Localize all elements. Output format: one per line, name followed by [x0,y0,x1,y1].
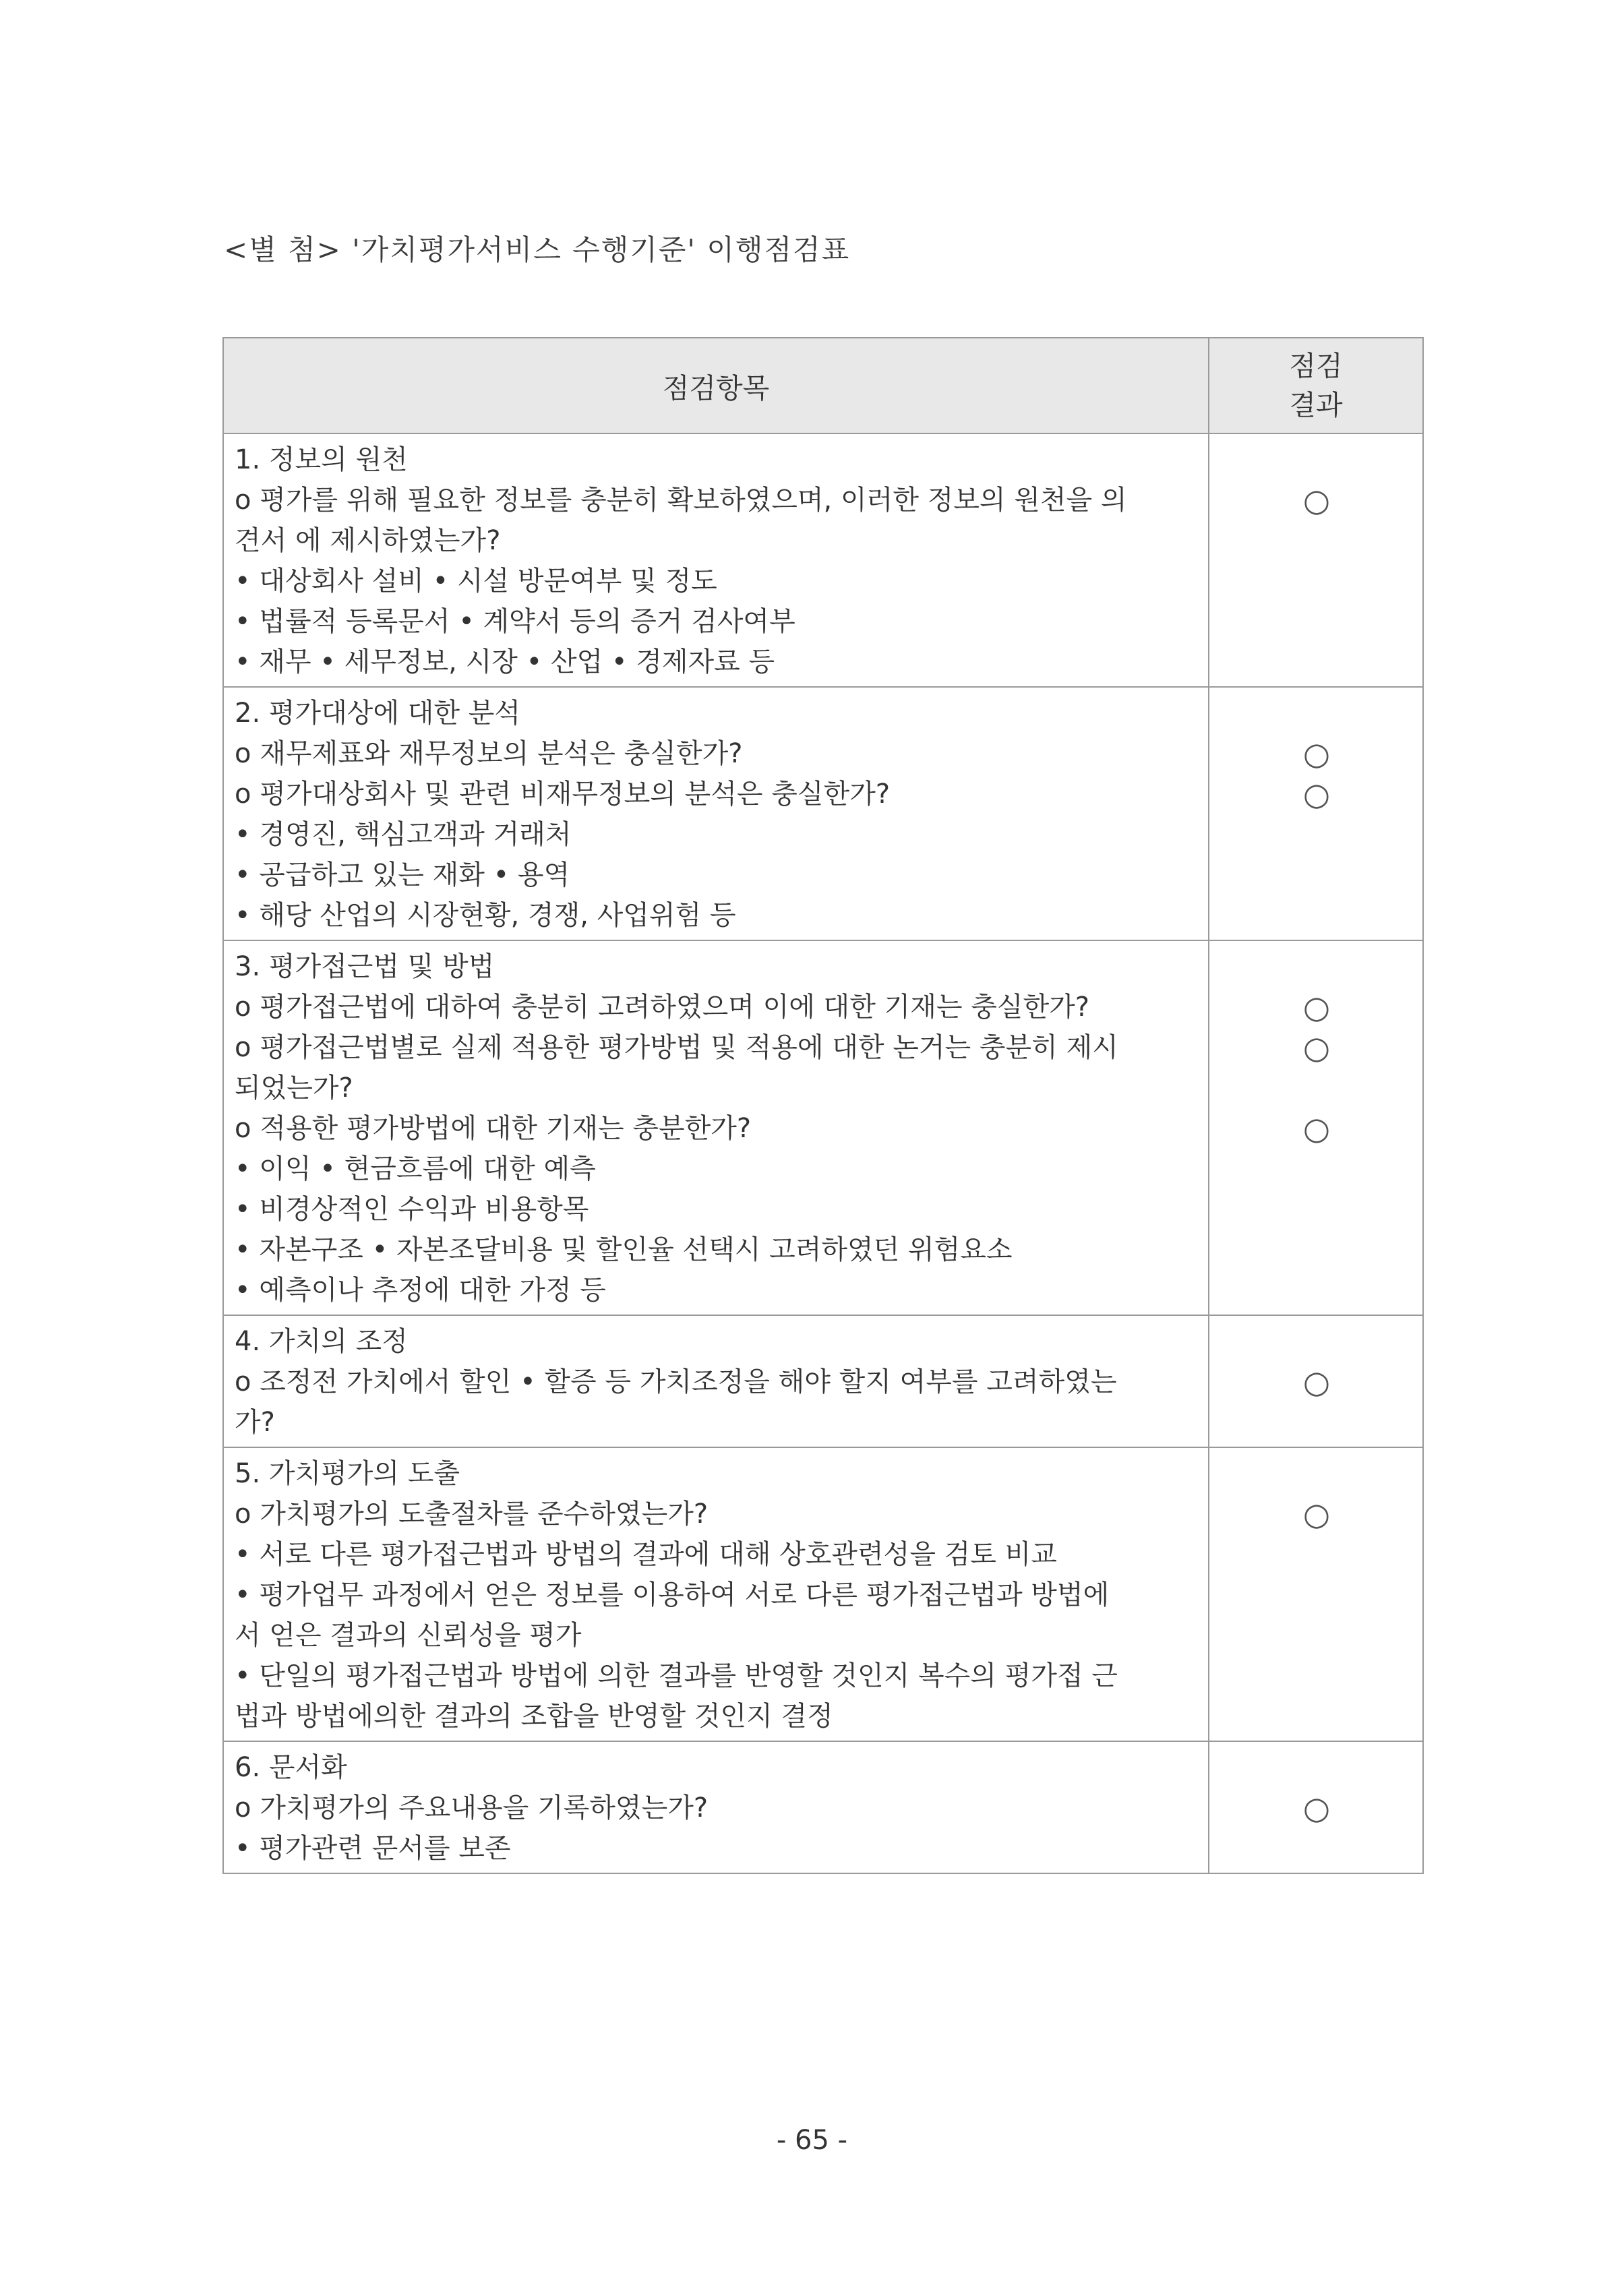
bullet-item: • 평가업무 과정에서 얻은 정보를 이용하여 서로 다른 평가접근법과 방법에 [235,1579,1110,1610]
header-result-line1: 점검 [1289,350,1343,382]
section-5-heading: 5. 가치평가의 도출 [235,1458,460,1489]
section-5-result [1209,1447,1423,1741]
table-row-section-5 [223,1447,1423,1741]
section-4-items [223,1315,1209,1447]
bullet-item: • 해당 산업의 시장현황, 경쟁, 사업위험 등 [235,900,736,931]
check-question: 견서 에 제시하였는가? [235,525,501,556]
check-mark-icon: ○ [1302,1496,1331,1532]
table-row-section-1 [223,433,1423,687]
section-2-result [1209,687,1423,940]
section-1-heading: 1. 정보의 원천 [235,444,408,475]
header-check-items: 점검항목 [223,338,1209,433]
section-1-result [1209,433,1423,687]
table-row-section-2 [223,687,1423,940]
bullet-item: • 공급하고 있는 재화 • 용역 [235,859,570,891]
check-question: 되었는가? [235,1073,353,1104]
section-1-items [223,433,1209,687]
check-mark-icon: ○ [1302,1364,1331,1400]
check-question: o 재무제표와 재무정보의 분석은 충실한가? [235,738,743,769]
check-question: o 가치평가의 주요내용을 기록하였는가? [235,1792,709,1823]
bullet-item: • 자본구조 • 자본조달비용 및 할인율 선택시 고려하였던 위험요소 [235,1234,1013,1265]
section-3-items [223,940,1209,1315]
check-question: 가? [235,1407,275,1438]
check-mark-icon: ○ [1302,1790,1331,1826]
bullet-item: • 예측이나 추정에 대한 가정 등 [235,1275,606,1306]
section-4-result [1209,1315,1423,1447]
check-question: o 평가접근법에 대하여 충분히 고려하였으며 이에 대한 기재는 충실한가? [235,992,1089,1023]
section-2-items [223,687,1209,940]
section-6-heading: 6. 문서화 [235,1752,347,1783]
table-header-row [223,338,1423,433]
header-check-result [1209,338,1423,433]
section-4-heading: 4. 가치의 조정 [235,1326,408,1357]
section-3-heading: 3. 평가접근법 및 방법 [235,951,495,982]
section-2-heading: 2. 평가대상에 대한 분석 [235,698,521,729]
table-row-section-6 [223,1741,1423,1873]
bullet-item: • 평가관련 문서를 보존 [235,1833,511,1864]
page-number: - 65 - [776,2125,848,2156]
check-question: o 평가대상회사 및 관련 비재무정보의 분석은 충실한가? [235,779,891,810]
section-5-items [223,1447,1209,1741]
section-6-items [223,1741,1209,1873]
bullet-item: • 서로 다른 평가접근법과 방법의 결과에 대해 상호관련성을 검토 비교 [235,1539,1057,1570]
table-row-section-3 [223,940,1423,1315]
bullet-item: 법과 방법에의한 결과의 조합을 반영할 것인지 결정 [235,1701,833,1732]
section-3-result [1209,940,1423,1315]
bullet-item: • 경영진, 핵심고객과 거래처 [235,819,572,850]
bullet-item: • 재무 • 세무정보, 시장 • 산업 • 경제자료 등 [235,646,775,677]
bullet-item: • 대상회사 설비 • 시설 방문여부 및 정도 [235,566,717,597]
check-question: o 조정전 가치에서 할인 • 할증 등 가치조정을 해야 할지 여부를 고려하였는 [235,1366,1117,1397]
check-question: o 가치평가의 도출절차를 준수하였는가? [235,1499,709,1530]
check-mark-icon: ○ [1302,482,1331,518]
check-mark-icon: ○ [1302,1110,1331,1147]
bullet-item: • 비경상적인 수익과 비용항목 [235,1194,589,1225]
check-question: o 평가를 위해 필요한 정보를 충분히 확보하였으며, 이러한 정보의 원천을 의 [235,485,1127,516]
check-question: o 평가접근법별로 실제 적용한 평가방법 및 적용에 대한 논거는 충분히 제시 [235,1032,1118,1063]
check-mark-icon: ○ [1302,1029,1331,1066]
bullet-item: 서 얻은 결과의 신뢰성을 평가 [235,1620,582,1651]
check-question: o 적용한 평가방법에 대한 기재는 충분한가? [235,1113,752,1144]
section-6-result [1209,1741,1423,1873]
header-result-line2: 결과 [1289,389,1343,421]
page-title: <별 첨> '가치평가서비스 수행기준' 이행점검표 [224,233,851,266]
check-mark-icon: ○ [1302,776,1331,812]
table-row-section-4 [223,1315,1423,1447]
checklist-table [222,337,1424,1874]
check-mark-icon: ○ [1302,735,1331,772]
bullet-item: • 이익 • 현금흐름에 대한 예측 [235,1153,596,1184]
bullet-item: • 단일의 평가접근법과 방법에 의한 결과를 반영할 것인지 복수의 평가접 근 [235,1660,1118,1691]
check-mark-icon: ○ [1302,989,1331,1025]
bullet-item: • 법률적 등록문서 • 계약서 등의 증거 검사여부 [235,606,795,637]
